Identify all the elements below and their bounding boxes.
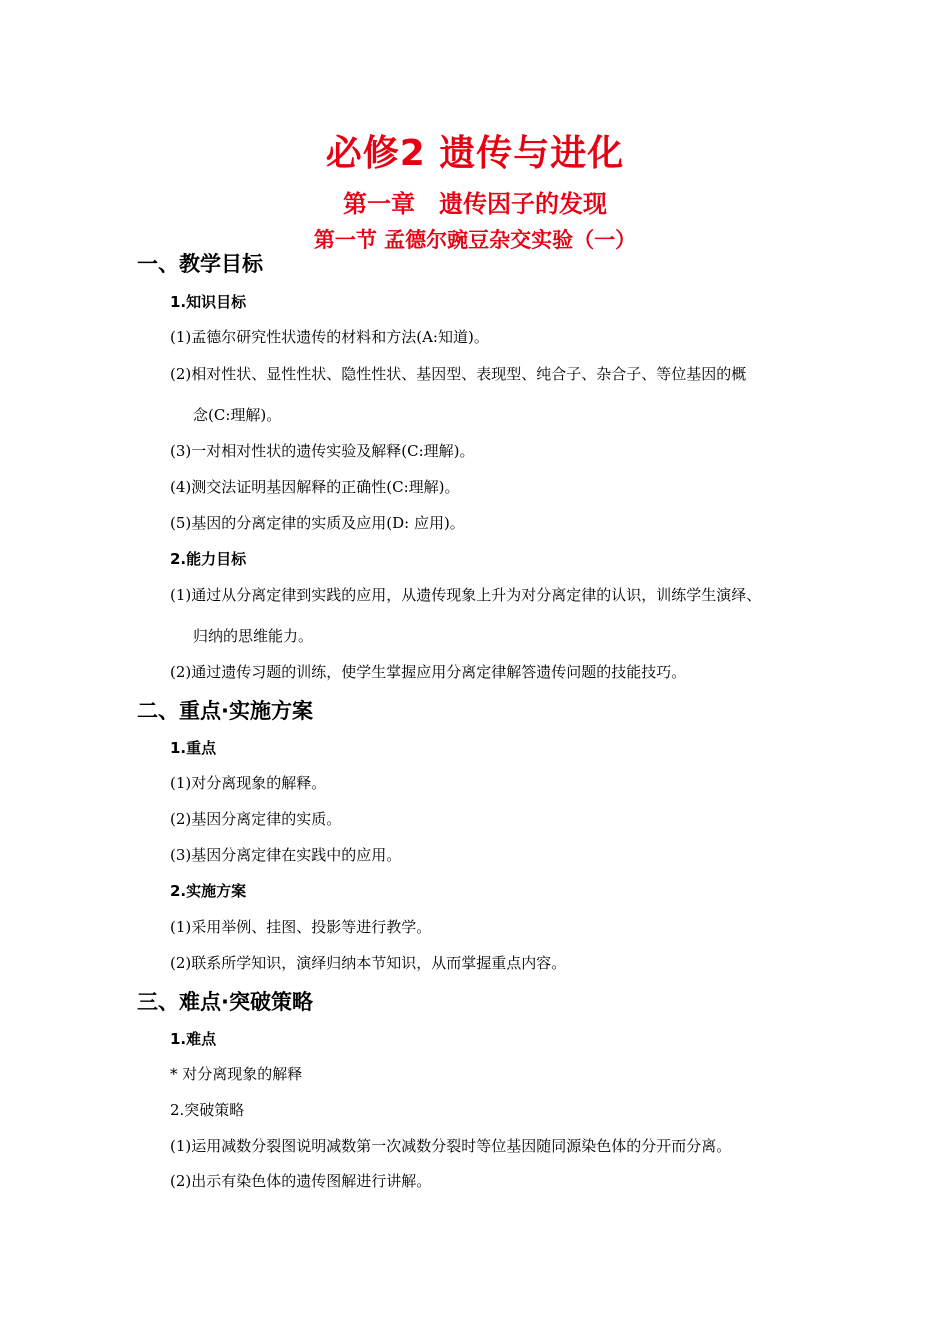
ability-item-1: (1)通过从分离定律到实践的应用，从遗传现象上升为对分离定律的认识，训练学生演绎、 bbox=[170, 586, 762, 604]
plan-item-1: (1)采用举例、挂图、投影等进行教学。 bbox=[170, 918, 432, 936]
strategy-item-2: (2)出示有染色体的遗传图解进行讲解。 bbox=[170, 1172, 432, 1190]
subheading-difficulty: 1.难点 bbox=[170, 1030, 217, 1048]
ability-item-2: (2)通过遗传习题的训练，使学生掌握应用分离定律解答遗传问题的技能技巧。 bbox=[170, 663, 687, 681]
plan-item-2: (2)联系所学知识，演绎归纳本节知识，从而掌握重点内容。 bbox=[170, 954, 567, 972]
subheading-key: 1.重点 bbox=[170, 739, 217, 757]
knowledge-item-4: (4)测交法证明基因解释的正确性(C:理解)。 bbox=[170, 478, 460, 496]
strategy-item-1: (1)运用减数分裂图说明减数第一次减数分裂时等位基因随同源染色体的分开而分离。 bbox=[170, 1137, 732, 1155]
document-title: 必修2 遗传与进化 bbox=[325, 133, 625, 174]
key-item-2: (2)基因分离定律的实质。 bbox=[170, 810, 342, 828]
key-item-3: (3)基因分离定律在实践中的应用。 bbox=[170, 846, 402, 864]
subheading-ability-goals: 2.能力目标 bbox=[170, 550, 247, 568]
section-title: 第一节 孟德尔豌豆杂交实验（一） bbox=[313, 228, 637, 252]
subheading-plan: 2.实施方案 bbox=[170, 882, 247, 900]
ability-item-1-cont: 归纳的思维能力。 bbox=[193, 627, 314, 645]
knowledge-item-2: (2)相对性状、显性性状、隐性性状、基因型、表现型、纯合子、杂合子、等位基因的概 bbox=[170, 365, 747, 383]
subheading-strategy: 2.突破策略 bbox=[170, 1101, 245, 1119]
difficulty-item: * 对分离现象的解释 bbox=[170, 1065, 303, 1083]
subheading-knowledge-goals: 1.知识目标 bbox=[170, 293, 247, 311]
knowledge-item-2-cont: 念(C:理解)。 bbox=[193, 406, 282, 424]
heading-key-points: 二、重点·实施方案 bbox=[137, 699, 313, 723]
knowledge-item-3: (3)一对相对性状的遗传实验及解释(C:理解)。 bbox=[170, 442, 475, 460]
key-item-1: (1)对分离现象的解释。 bbox=[170, 774, 327, 792]
heading-teaching-goals: 一、教学目标 bbox=[137, 252, 263, 276]
knowledge-item-5: (5)基因的分离定律的实质及应用(D: 应用)。 bbox=[170, 514, 465, 532]
chapter-title: 第一章 遗传因子的发现 bbox=[343, 190, 607, 218]
heading-difficulties: 三、难点·突破策略 bbox=[137, 990, 313, 1014]
knowledge-item-1: (1)孟德尔研究性状遗传的材料和方法(A:知道)。 bbox=[170, 328, 489, 346]
